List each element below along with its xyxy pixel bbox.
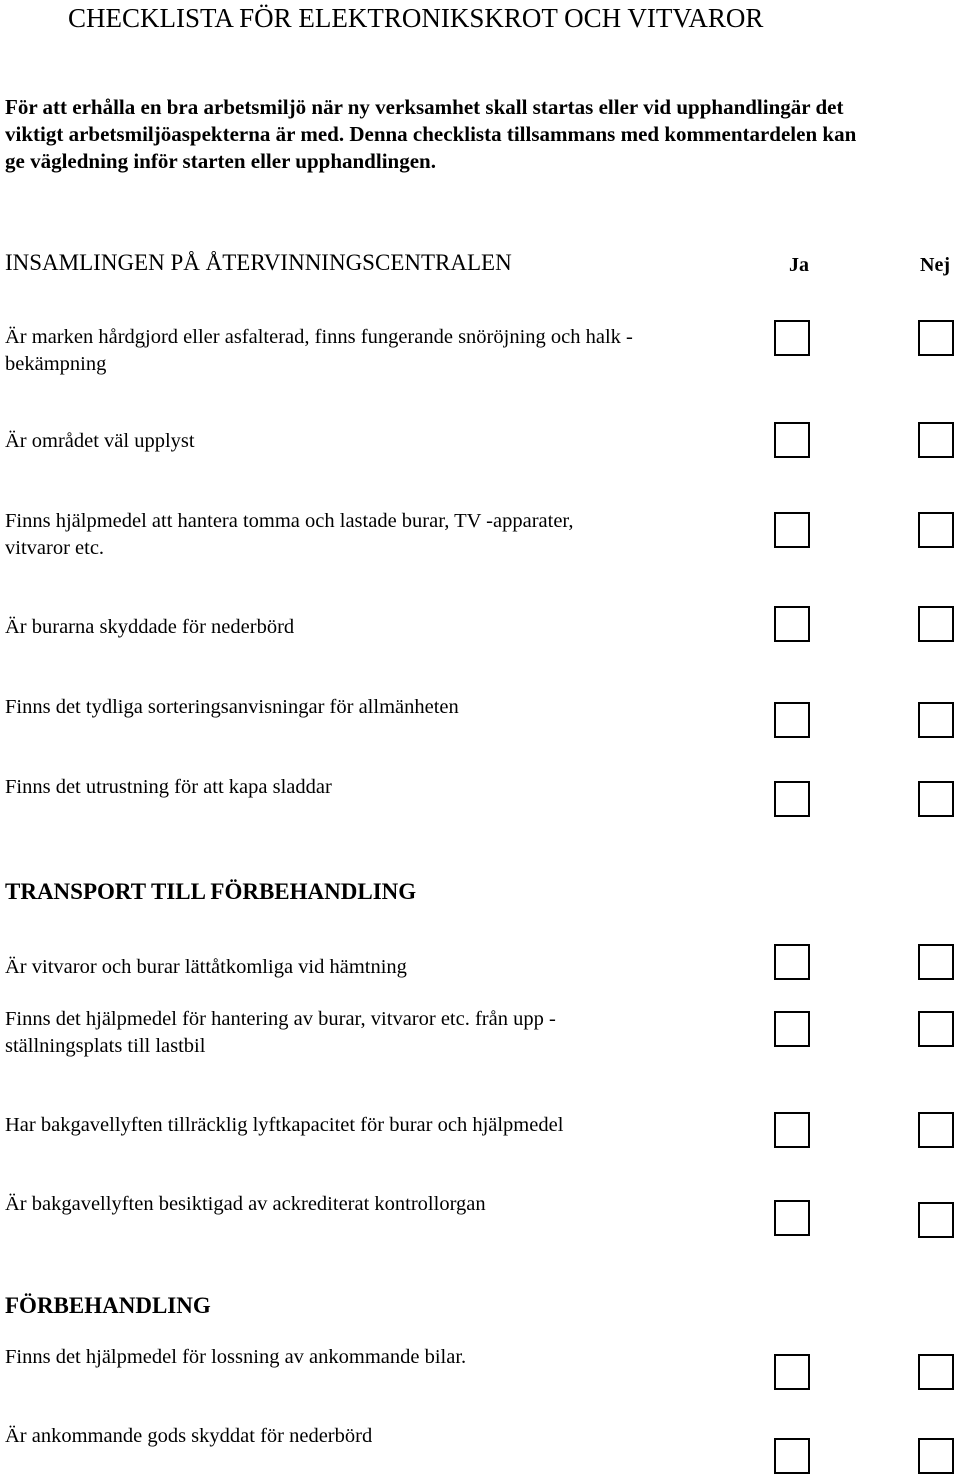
checkbox-ja[interactable] xyxy=(774,320,810,356)
page-title: CHECKLISTA FÖR ELEKTRONIKSKROT OCH VITVAROR xyxy=(68,3,764,33)
checkbox-nej[interactable] xyxy=(918,944,954,980)
checkbox-ja[interactable] xyxy=(774,702,810,738)
question-text: Finns det hjälpmedel för lossning av ankommande bilar. xyxy=(5,1346,467,1368)
checkbox-nej[interactable] xyxy=(918,1202,954,1238)
question-text: Är bakgavellyften besiktigad av ackrediterat kontrollorgan xyxy=(5,1193,486,1215)
checkbox-ja[interactable] xyxy=(774,944,810,980)
checkbox-nej[interactable] xyxy=(918,320,954,356)
column-header-ja: Ja xyxy=(789,254,809,276)
checkbox-ja[interactable] xyxy=(774,512,810,548)
intro-line: För att erhålla en bra arbetsmiljö när ny verksamhet skall startas eller vid upphandlingär det xyxy=(5,95,844,119)
question-text: Är området väl upplyst xyxy=(5,430,195,452)
checkbox-nej[interactable] xyxy=(918,1112,954,1148)
checkbox-nej[interactable] xyxy=(918,702,954,738)
question-text: Är burarna skyddade för nederbörd xyxy=(5,616,295,638)
checkbox-nej[interactable] xyxy=(918,422,954,458)
question-text: Är ankommande gods skyddat för nederbörd xyxy=(5,1425,373,1447)
checkbox-ja[interactable] xyxy=(774,422,810,458)
checkbox-ja[interactable] xyxy=(774,1200,810,1236)
checkbox-nej[interactable] xyxy=(918,1438,954,1474)
section-heading-transport: TRANSPORT TILL FÖRBEHANDLING xyxy=(5,879,417,904)
question-text: Finns det tydliga sorteringsanvisningar för allmänheten xyxy=(5,696,459,718)
checkbox-ja[interactable] xyxy=(774,606,810,642)
checkbox-ja[interactable] xyxy=(774,1438,810,1474)
checkbox-nej[interactable] xyxy=(918,512,954,548)
question-text: Är marken hårdgjord eller asfalterad, finns fungerande snöröjning och halk - bekämpning xyxy=(5,326,633,375)
section-heading-forbehandling: FÖRBEHANDLING xyxy=(5,1293,211,1318)
intro-paragraph xyxy=(5,94,856,175)
checkbox-nej[interactable] xyxy=(918,781,954,817)
checkbox-nej[interactable] xyxy=(918,1354,954,1390)
question-text: Finns hjälpmedel att hantera tomma och lastade burar, TV -apparater, vitvaror etc. xyxy=(5,510,574,559)
checkbox-nej[interactable] xyxy=(918,606,954,642)
intro-line: ge vägledning inför starten eller upphandlingen. xyxy=(5,149,436,173)
question-text: Finns det hjälpmedel för hantering av burar, vitvaror etc. från upp - ställningsplats till lastbil xyxy=(5,1008,556,1057)
column-header-nej: Nej xyxy=(920,254,950,276)
checkbox-ja[interactable] xyxy=(774,1112,810,1148)
checkbox-ja[interactable] xyxy=(774,1011,810,1047)
question-text: Finns det utrustning för att kapa sladdar xyxy=(5,776,332,798)
checkbox-ja[interactable] xyxy=(774,781,810,817)
section-heading-insamlingen: INSAMLINGEN PÅ ÅTERVINNINGSCENTRALEN xyxy=(5,250,512,275)
intro-line: viktigt arbetsmiljöaspekterna är med. Denna checklista tillsammans med kommentardelen kan xyxy=(5,122,857,146)
checkbox-ja[interactable] xyxy=(774,1354,810,1390)
checkbox-nej[interactable] xyxy=(918,1011,954,1047)
question-text: Är vitvaror och burar lättåtkomliga vid hämtning xyxy=(5,956,407,978)
question-text: Har bakgavellyften tillräcklig lyftkapacitet för burar och hjälpmedel xyxy=(5,1114,564,1136)
